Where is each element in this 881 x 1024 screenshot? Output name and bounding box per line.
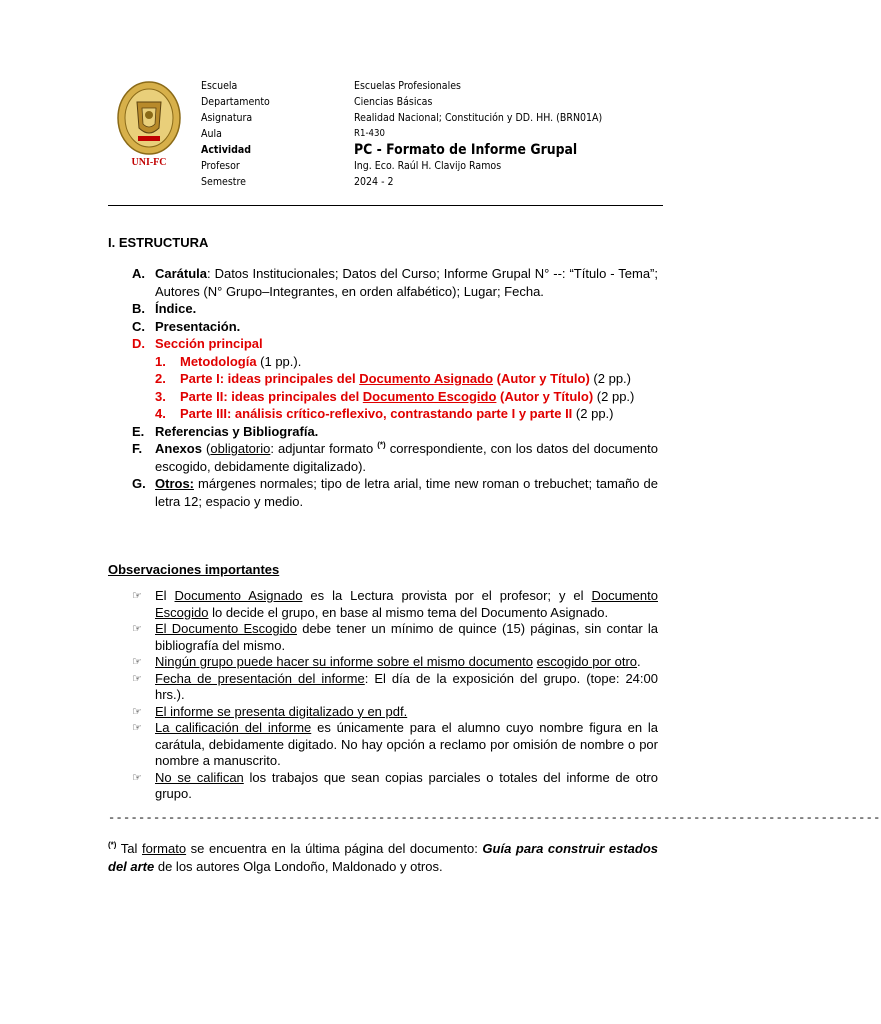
sub-item-parte-ii: 3. Parte II: ideas principales del Documento Escogido (Autor y Título) (2 pp.)	[155, 388, 635, 404]
pointing-hand-icon: ☞	[132, 705, 142, 718]
value-asignatura: Realidad Nacional; Constitución y DD. HH. (BRN01A)	[354, 111, 603, 124]
list-item-referencias: E. Referencias y Bibliografía.	[132, 423, 319, 439]
pointing-hand-icon: ☞	[132, 672, 142, 685]
label-escuela: Escuela	[201, 79, 238, 92]
list-item-presentacion: C. Presentación.	[132, 318, 241, 334]
list-item-seccion-principal: D. Sección principal	[132, 336, 263, 351]
label-actividad: Actividad	[201, 143, 252, 156]
list-item-caratula: A. Carátula: Datos Institucionales; Datos del Curso; Informe Grupal N° --: “Título - Tema”; Autores (N° Grupo–Integrantes, en orden alfabético); Lugar; Fecha.	[132, 266, 658, 299]
label-aula: Aula	[201, 127, 222, 140]
observations-title: Observaciones importantes	[108, 562, 280, 577]
pointing-hand-icon: ☞	[132, 722, 142, 734]
list-item-anexos: F. Anexos (obligatorio: adjuntar formato (*) correspondiente, con los datos del documento escogido, debidamente digitalizado).	[132, 440, 659, 474]
observation-item: ☞ El informe se presenta digitalizado y en pdf.	[132, 703, 408, 719]
university-seal-icon	[116, 80, 182, 172]
observation-item: ☞ No se califican los trabajos que sean copias parciales o totales del informe de otro grupo.	[132, 769, 658, 801]
observations-list	[108, 588, 658, 803]
list-item-otros: G. Otros: márgenes normales; tipo de letra arial, time new roman o trebuchet; tamaño de letra 12; espacio y medio.	[132, 476, 658, 509]
observation-item: ☞ La calificación del informe es únicamente para el alumno cuyo nombre figura en la carátula, debidamente digitado. No hay opción a reclamo por omisión de nombre o por nombre a manuscrito.	[132, 720, 659, 768]
value-departamento: Ciencias Básicas	[354, 95, 433, 108]
value-semestre: 2024 - 2	[354, 175, 394, 188]
list-item-indice: B. Índice.	[132, 301, 197, 316]
sub-item-parte-iii: 4. Parte III: análisis crítico-reflexivo, contrastando parte I y parte II (2 pp.)	[155, 406, 614, 421]
label-asignatura: Asignatura	[201, 111, 253, 124]
observation-item: ☞ El Documento Asignado es la Lectura provista por el profesor; y el Documento Escogido lo decide el grupo, en base al mismo tema del Documento Asignado.	[132, 588, 658, 620]
sub-item-parte-i: 2. Parte I: ideas principales del Documento Asignado (Autor y Título) (2 pp.)	[155, 371, 631, 386]
logo-caption: UNI-FC	[131, 157, 167, 168]
observation-item: ☞ Fecha de presentación del informe: El día de la exposición del grupo. (tope: 24:00 hrs.).	[132, 670, 658, 702]
value-aula: R1-430	[354, 128, 385, 139]
pointing-hand-icon: ☞	[132, 656, 142, 668]
observation-item: ☞ El Documento Escogido debe tener un mínimo de quince (15) páginas, sin contar la bibliografía del mismo.	[132, 621, 659, 653]
pointing-hand-icon: ☞	[132, 771, 142, 784]
label-departamento: Departamento	[201, 95, 270, 108]
dashed-separator: -------------------------------------------------------------------------------------------------------	[108, 811, 881, 825]
sub-item-metodologia: 1. Metodología (1 pp.).	[155, 353, 302, 369]
value-actividad: PC - Formato de Informe Grupal	[354, 142, 578, 158]
label-semestre: Semestre	[201, 175, 247, 188]
header-values	[354, 78, 602, 190]
value-escuela: Escuelas Profesionales	[354, 79, 461, 92]
label-profesor: Profesor	[201, 159, 240, 172]
pointing-hand-icon: ☞	[132, 590, 142, 602]
structure-list	[108, 265, 658, 510]
value-profesor: Ing. Eco. Raúl H. Clavijo Ramos	[354, 159, 502, 172]
header-labels	[201, 78, 270, 190]
observation-item: ☞ Ningún grupo puede hacer su informe sobre el mismo documento escogido por otro.	[132, 654, 641, 669]
pointing-hand-icon: ☞	[132, 623, 142, 635]
footnote: (*) Tal formato se encuentra en la última página del documento: Guía para construir estados del arte de los autores Olga Londoño, Maldonado y otros.	[108, 840, 658, 874]
header-divider	[108, 205, 663, 206]
section-title: I. ESTRUCTURA	[108, 235, 209, 250]
